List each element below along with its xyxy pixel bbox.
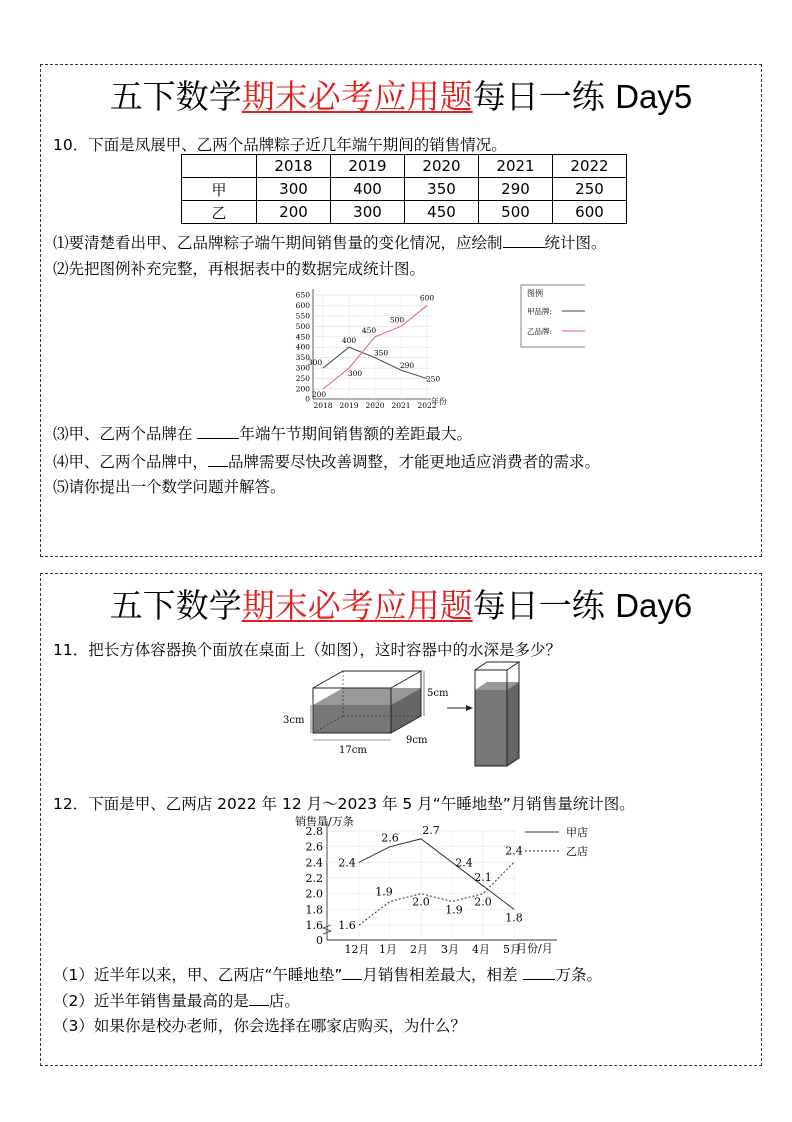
question-text: ⑷甲、乙两个品牌中， <box>53 453 209 471</box>
table-row-label: 乙 <box>182 201 257 224</box>
x-tick-label: 1月 <box>379 943 397 956</box>
y-tick-label: 500 <box>295 321 310 331</box>
data-label: 1.9 <box>375 885 393 899</box>
x-tick-label: 2020 <box>365 401 385 410</box>
data-label: 350 <box>373 348 389 358</box>
question-text: （2）近半年销售量最高的是 <box>53 992 249 1010</box>
answer-blank[interactable] <box>208 451 228 467</box>
table-cell: 400 <box>331 178 405 201</box>
water-front <box>313 705 391 733</box>
question-text: （1）近半年以来，甲、乙两店“午睡地垫” <box>53 966 343 984</box>
data-label: 300 <box>347 369 363 379</box>
question-10-5: ⑸请你提出一个数学问题并解答。 <box>53 478 286 496</box>
y-tick-label: 450 <box>295 332 310 342</box>
page-title <box>41 75 761 119</box>
x-tick-label: 2018 <box>313 401 333 410</box>
question-10: 10．下面是凤展甲、乙两个品牌粽子近几年端午期间的销售情况。 <box>53 136 507 154</box>
y-axis-unit: 销售量/万条 <box>295 815 354 828</box>
question-text: 年端午节期间销售额的差距最大。 <box>239 425 472 443</box>
question-text: 店。 <box>268 992 300 1010</box>
x-tick-label: 4月 <box>472 943 490 956</box>
question-12-2 <box>53 990 300 1011</box>
data-label: 200 <box>311 390 327 399</box>
x-axis-unit: 月份/月 <box>516 942 553 955</box>
data-label: 2.4 <box>505 844 523 858</box>
y-tick-label: 2.4 <box>305 856 323 870</box>
chart-y-ticks <box>296 291 431 404</box>
upright-top <box>475 662 519 670</box>
y-tick-label: 600 <box>295 300 310 310</box>
data-label: 1.6 <box>338 919 356 932</box>
x-tick-label: 2021 <box>391 401 411 410</box>
data-label: 1.9 <box>445 903 463 917</box>
table-cell: 250 <box>553 178 627 201</box>
dim-length: 17cm <box>339 745 367 756</box>
y-tick-label: 0 <box>316 934 323 947</box>
worksheet-day6 <box>40 573 762 1066</box>
title-highlight: 期末必考应用题 <box>241 77 473 116</box>
dim-total-height: 5cm <box>427 688 449 699</box>
table-row-label: 甲 <box>182 178 257 201</box>
question-text: ⑴要清楚看出甲、乙品牌粽子端午期间销售量的变化情况，应绘制 <box>53 234 503 252</box>
table-header: 2022 <box>553 155 627 178</box>
table-cell: 450 <box>405 201 479 224</box>
box-top <box>313 671 421 688</box>
dim-water-height: 3cm <box>283 715 305 726</box>
chart-y-ticks <box>306 825 518 947</box>
title-part: 每日一练 <box>472 77 616 116</box>
x-axis-unit: 年份 <box>431 397 447 406</box>
question-text: ⑶甲、乙两个品牌在 <box>53 425 198 443</box>
table-row <box>182 201 627 224</box>
data-label: 290 <box>399 361 415 371</box>
question-10-3 <box>53 423 472 444</box>
answer-blank[interactable] <box>342 964 362 980</box>
data-label: 2.4 <box>455 856 473 870</box>
data-label: 2.6 <box>381 831 399 845</box>
table-header: 2021 <box>479 155 553 178</box>
title-part: 五下数学 <box>109 586 242 625</box>
title-day: Day5 <box>615 78 693 115</box>
flat-box <box>283 671 449 770</box>
table-cell: 600 <box>553 201 627 224</box>
y-tick-label: 2.6 <box>305 840 323 854</box>
y-tick-label: 2.8 <box>305 825 323 838</box>
question-12: 12．下面是甲、乙两店 2022 年 12 月～2023 年 5 月“午睡地垫”月销售量统计图。 <box>53 795 635 813</box>
table-cell: 200 <box>257 201 331 224</box>
chart-legend <box>521 285 585 347</box>
y-tick-label: 550 <box>295 311 310 321</box>
y-tick-label: 350 <box>295 353 310 363</box>
y-tick-label: 200 <box>295 384 310 394</box>
x-tick-label: 2月 <box>410 943 428 956</box>
question-text: 品牌需要尽快改善调整，才能更地适应消费者的需求。 <box>228 453 601 471</box>
store-sales-line-chart <box>263 815 613 961</box>
legend-title: 图例 <box>527 289 543 298</box>
legend-label-yi: 乙店 <box>566 845 588 858</box>
question-text: 月销售相差最大，相差 <box>362 966 518 984</box>
title-highlight: 期末必考应用题 <box>241 586 473 625</box>
table-header: 2018 <box>257 155 331 178</box>
x-tick-label: 12月 <box>344 943 370 956</box>
page-title <box>41 584 761 628</box>
table-header: 2019 <box>331 155 405 178</box>
x-tick-label: 5月 <box>503 943 521 956</box>
data-label: 2.1 <box>474 870 492 884</box>
table-cell: 350 <box>405 178 479 201</box>
table-cell: 290 <box>479 178 553 201</box>
data-label: 250 <box>425 374 441 384</box>
answer-blank[interactable] <box>197 423 239 439</box>
water-side-upright <box>507 682 519 766</box>
table-corner <box>182 155 257 178</box>
question-10-1 <box>53 232 607 253</box>
question-text: 万条。 <box>555 966 602 984</box>
data-label: 500 <box>389 315 405 325</box>
answer-blank[interactable] <box>523 964 555 980</box>
table-cell: 300 <box>331 201 405 224</box>
title-part: 五下数学 <box>109 77 242 116</box>
dim-depth: 9cm <box>406 735 428 746</box>
question-10-4 <box>53 451 600 472</box>
y-tick-label: 400 <box>295 342 310 352</box>
data-label: 2.0 <box>412 895 430 909</box>
answer-blank[interactable] <box>503 232 545 248</box>
water-front-upright <box>475 690 507 766</box>
table-header: 2020 <box>405 155 479 178</box>
table-row <box>182 178 627 201</box>
data-label: 400 <box>341 336 357 346</box>
worksheet-day5 <box>40 64 762 557</box>
answer-blank[interactable] <box>249 990 269 1006</box>
y-tick-label: 1.8 <box>305 903 323 917</box>
legend-label-jia: 甲品牌: <box>527 307 553 316</box>
title-part: 每日一练 <box>472 586 616 625</box>
y-tick-label: 2.2 <box>305 872 323 885</box>
chart-legend <box>525 825 588 858</box>
container-diagram <box>281 660 531 770</box>
x-tick-label: 2022 <box>417 401 437 410</box>
arrow-icon <box>466 705 473 711</box>
title-day: Day6 <box>615 587 693 624</box>
chart-series <box>308 293 441 399</box>
y-tick-label: 250 <box>295 374 310 384</box>
table-cell: 300 <box>257 178 331 201</box>
data-label: 2.4 <box>338 856 356 870</box>
axis-break-icon <box>323 925 331 934</box>
question-12-3: （3）如果你是校办老师，你会选择在哪家店购买，为什么？ <box>53 1017 466 1035</box>
upright-box <box>475 662 519 766</box>
data-label: 300 <box>307 358 323 368</box>
data-label: 1.8 <box>505 911 523 925</box>
brand-sales-line-chart <box>265 283 585 418</box>
y-tick-label: 1.6 <box>305 919 323 932</box>
question-10-2: ⑵先把图例补充完整，再根据表中的数据完成统计图。 <box>53 260 426 278</box>
x-tick-label: 3月 <box>441 943 459 956</box>
sales-table <box>181 154 627 224</box>
y-tick-label: 650 <box>295 290 310 300</box>
x-tick-label: 2019 <box>339 401 359 410</box>
question-12-1 <box>53 964 602 985</box>
data-label: 600 <box>419 293 435 303</box>
question-11: 11．把长方体容器换个面放在桌面上（如图），这时容器中的水深是多少？ <box>53 641 561 659</box>
y-tick-label: 0 <box>305 394 310 404</box>
data-label: 450 <box>361 325 377 335</box>
data-label: 2.7 <box>422 823 440 837</box>
legend-label-jia: 甲店 <box>566 826 588 839</box>
data-label: 2.0 <box>474 895 492 909</box>
y-tick-label: 2.0 <box>305 887 323 901</box>
question-text: 统计图。 <box>544 234 607 252</box>
y-tick-label: 300 <box>295 363 310 373</box>
legend-label-yi: 乙品牌: <box>527 327 553 336</box>
table-cell: 500 <box>479 201 553 224</box>
